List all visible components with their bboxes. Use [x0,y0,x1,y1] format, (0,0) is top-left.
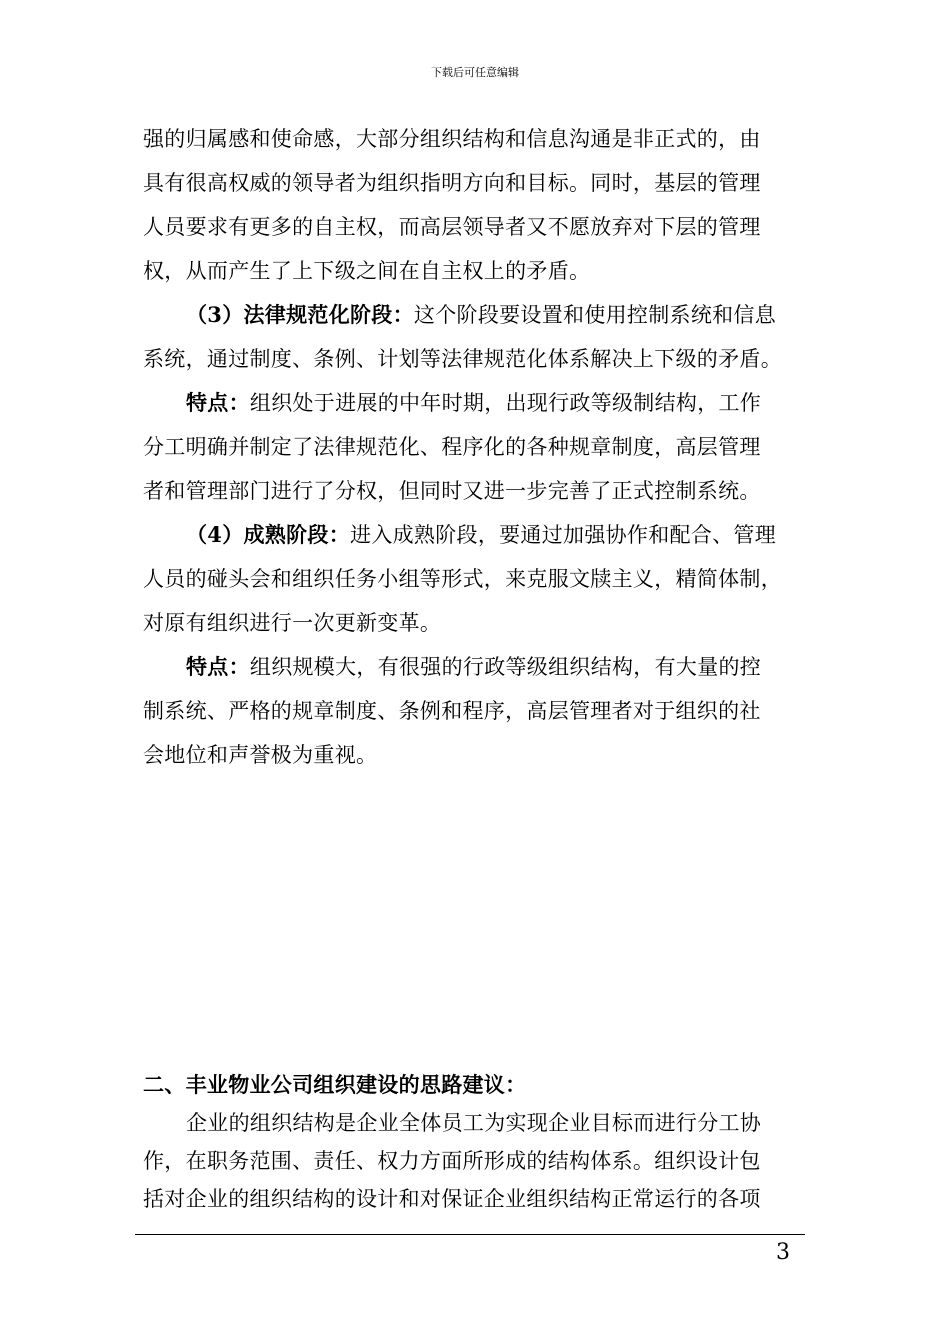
paragraph-line: 制系统、严格的规章制度、条例和程序，高层管理者对于组织的社 [143,699,761,723]
paragraph-line: 人员的碰头会和组织任务小组等形式，来克服文牍主义，精简体制， [143,567,782,591]
paragraph-line: 具有很高权威的领导者为组织指明方向和目标。同时，基层的管理 [143,171,761,195]
stage-3-heading: （3）法律规范化阶段： [186,302,414,327]
section-two [143,1066,815,1218]
features-label: 特点： [186,654,250,679]
paragraph-line: 者和管理部门进行了分权，但同时又进一步完善了正式控制系统。 [143,479,761,503]
document-body [143,117,815,777]
stage-4-features-first-line [143,645,815,689]
paragraph-text: 组织规模大，有很强的行政等级组织结构，有大量的控 [249,655,762,679]
page-number: 3 [776,1240,790,1265]
paragraph-text: 进入成熟阶段，要通过加强协作和配合、管理 [350,523,777,547]
paragraph-line: 作，在职务范围、责任、权力方面所形成的结构体系。组织设计包 [143,1149,761,1173]
paragraph-line: 对原有组织进行一次更新变革。 [143,611,442,635]
paragraph-text: 组织处于进展的中年时期，出现行政等级制结构，工作 [249,391,762,415]
paragraph-line: 系统，通过制度、条例、计划等法律规范化体系解决上下级的矛盾。 [143,347,782,371]
paragraph-line: 括对企业的组织结构的设计和对保证企业组织结构正常运行的各项 [143,1187,761,1211]
section-heading: 二、丰业物业公司组织建设的思路建议： [143,1072,527,1097]
stage-4-heading: （4）成熟阶段： [186,522,351,547]
paragraph-line: 人员要求有更多的自主权，而高层领导者又不愿放弃对下层的管理 [143,215,761,239]
stage-4-first-line [143,513,815,557]
header-note: 下载后可任意编辑 [431,66,519,79]
paragraph-line: 企业的组织结构是企业全体员工为实现企业目标而进行分工协 [186,1111,762,1135]
paragraph-line: 会地位和声誉极为重视。 [143,743,378,767]
paragraph-line: 分工明确并制定了法律规范化、程序化的各种规章制度，高层管理 [143,435,761,459]
paragraph-line: 权，从而产生了上下级之间在自主权上的矛盾。 [143,259,591,283]
paragraph-text: 这个阶段要设置和使用控制系统和信息 [413,303,777,327]
stage-3-features-first-line [143,381,815,425]
paragraph-line: 强的归属感和使命感，大部分组织结构和信息沟通是非正式的，由 [143,127,761,151]
features-label: 特点： [186,390,250,415]
footer-divider [135,1234,805,1235]
stage-3-first-line [143,293,815,337]
